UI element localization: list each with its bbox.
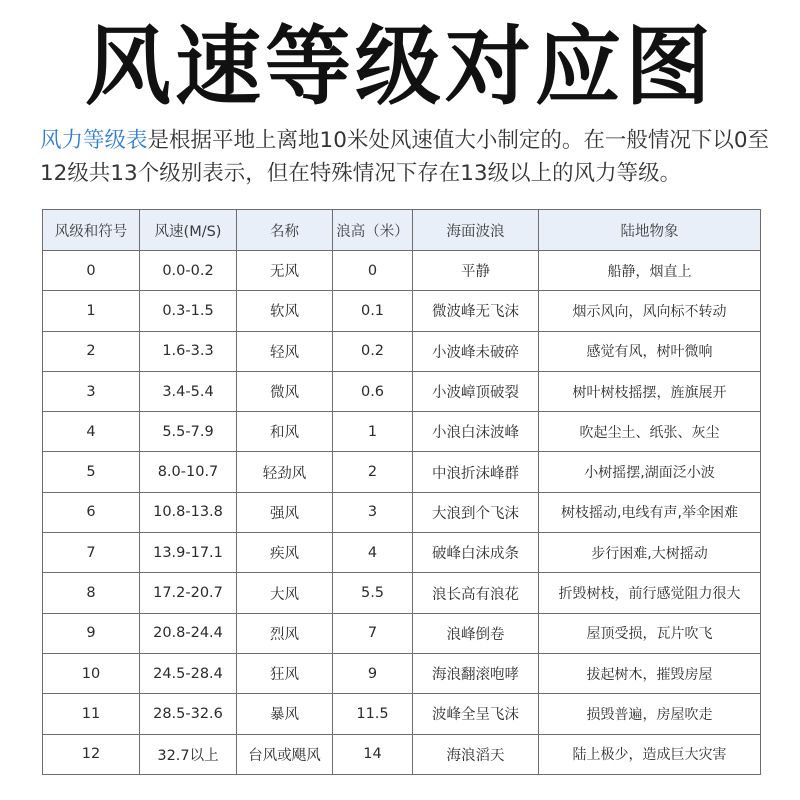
cell-speed: 1.6-3.3 [140,331,237,371]
cell-level: 9 [43,613,140,653]
cell-name: 轻风 [237,331,333,371]
cell-land-effects: 船静，烟直上 [539,251,761,291]
cell-wave-height: 1 [333,412,413,452]
intro-text: 是根据平地上离地10米处风速值大小制定的。在一般情况下以0至12级共13个级别表示，但在特殊情况下存在13级以上的风力等级。 [40,128,770,186]
cell-sea-waves: 浪长高有浪花 [413,573,539,613]
header-sea-waves: 海面波浪 [413,210,539,251]
cell-name: 疾风 [237,533,333,573]
cell-level: 10 [43,653,140,693]
cell-sea-waves: 浪峰倒卷 [413,613,539,653]
table-header-row [43,210,761,251]
cell-speed: 8.0-10.7 [140,452,237,492]
cell-level: 4 [43,412,140,452]
cell-land-effects: 小树摇摆,湖面泛小波 [539,452,761,492]
cell-land-effects: 步行困难,大树摇动 [539,533,761,573]
header-wave-height: 浪高（米） [333,210,413,251]
cell-name: 无风 [237,251,333,291]
cell-wave-height: 0 [333,251,413,291]
cell-sea-waves: 平静 [413,251,539,291]
cell-land-effects: 折毁树枝，前行感觉阻力很大 [539,573,761,613]
cell-wave-height: 14 [333,734,413,774]
cell-name: 烈风 [237,613,333,653]
cell-name: 轻劲风 [237,452,333,492]
page-title: 风速等级对应图 [85,17,715,117]
wind-scale-table [42,209,761,775]
table-row [43,694,761,734]
header-speed: 风速(M/S) [140,210,237,251]
cell-name: 大风 [237,573,333,613]
cell-land-effects: 陆上极少，造成巨大灾害 [539,734,761,774]
cell-name: 和风 [237,412,333,452]
table-row [43,331,761,371]
cell-sea-waves: 大浪到个飞沫 [413,492,539,532]
cell-level: 5 [43,452,140,492]
header-land-effects: 陆地物象 [539,210,761,251]
cell-sea-waves: 海浪滔天 [413,734,539,774]
table-row [43,452,761,492]
cell-level: 12 [43,734,140,774]
cell-land-effects: 感觉有风，树叶微响 [539,331,761,371]
cell-land-effects: 拔起树木，摧毁房屋 [539,653,761,693]
cell-land-effects: 树枝摇动,电线有声,举伞困难 [539,492,761,532]
cell-level: 1 [43,291,140,331]
cell-speed: 13.9-17.1 [140,533,237,573]
cell-sea-waves: 小浪白沫波峰 [413,412,539,452]
table-row [43,734,761,774]
cell-name: 强风 [237,492,333,532]
cell-speed: 5.5-7.9 [140,412,237,452]
cell-land-effects: 树叶树枝摇摆，旌旗展开 [539,371,761,411]
cell-wave-height: 5.5 [333,573,413,613]
header-name: 名称 [237,210,333,251]
cell-speed: 0.0-0.2 [140,251,237,291]
intro-highlight: 风力等级表 [40,128,148,153]
cell-sea-waves: 微波峰无飞沫 [413,291,539,331]
cell-wave-height: 4 [333,533,413,573]
cell-sea-waves: 海浪翻滚咆哮 [413,653,539,693]
cell-name: 台风或飓风 [237,734,333,774]
cell-sea-waves: 中浪折沫峰群 [413,452,539,492]
cell-land-effects: 烟示风向，风向标不转动 [539,291,761,331]
cell-speed: 28.5-32.6 [140,694,237,734]
cell-sea-waves: 小波嶂顶破裂 [413,371,539,411]
table-row [43,371,761,411]
intro-paragraph [40,124,770,190]
cell-name: 狂风 [237,653,333,693]
cell-sea-waves: 小波峰未破碎 [413,331,539,371]
cell-wave-height: 11.5 [333,694,413,734]
table-row [43,291,761,331]
cell-name: 软风 [237,291,333,331]
table-row [43,251,761,291]
cell-level: 7 [43,533,140,573]
cell-speed: 20.8-24.4 [140,613,237,653]
cell-wave-height: 0.6 [333,371,413,411]
cell-land-effects: 损毁普遍，房屋吹走 [539,694,761,734]
cell-wave-height: 0.2 [333,331,413,371]
cell-sea-waves: 破峰白沫成条 [413,533,539,573]
cell-wave-height: 0.1 [333,291,413,331]
cell-speed: 10.8-13.8 [140,492,237,532]
cell-speed: 0.3-1.5 [140,291,237,331]
cell-level: 3 [43,371,140,411]
cell-level: 11 [43,694,140,734]
cell-name: 暴风 [237,694,333,734]
table-row [43,613,761,653]
table-row [43,412,761,452]
table-row [43,533,761,573]
cell-land-effects: 吹起尘土、纸张、灰尘 [539,412,761,452]
cell-speed: 24.5-28.4 [140,653,237,693]
cell-land-effects: 屋顶受损，瓦片吹飞 [539,613,761,653]
table-row [43,653,761,693]
cell-wave-height: 3 [333,492,413,532]
cell-wave-height: 2 [333,452,413,492]
header-level: 风级和符号 [43,210,140,251]
cell-sea-waves: 波峰全呈飞沫 [413,694,539,734]
table-row [43,492,761,532]
table-row [43,573,761,613]
cell-speed: 17.2-20.7 [140,573,237,613]
cell-wave-height: 7 [333,613,413,653]
cell-level: 2 [43,331,140,371]
cell-wave-height: 9 [333,653,413,693]
cell-level: 6 [43,492,140,532]
cell-speed: 3.4-5.4 [140,371,237,411]
cell-speed: 32.7以上 [140,734,237,774]
cell-name: 微风 [237,371,333,411]
cell-level: 0 [43,251,140,291]
cell-level: 8 [43,573,140,613]
